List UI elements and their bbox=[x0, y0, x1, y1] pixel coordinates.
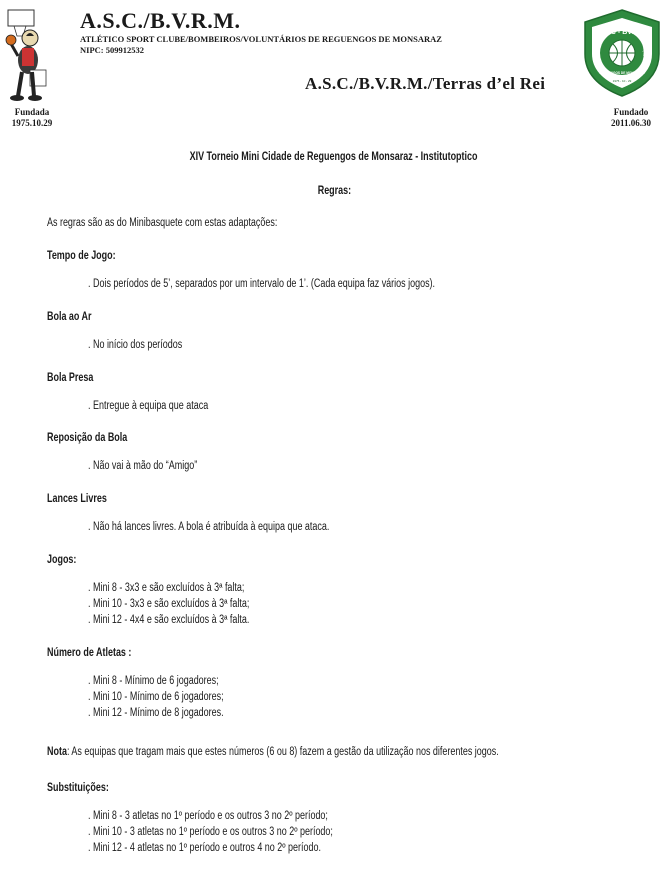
list-item: . Dois períodos de 5’, separados por um intervalo de 1’. (Cada equipa faz vários jogos). bbox=[88, 278, 436, 290]
rules-heading: Regras: bbox=[317, 185, 351, 197]
org-title: A.S.C./B.V.R.M. bbox=[80, 8, 241, 33]
section-heading: Tempo de Jogo: bbox=[47, 250, 116, 262]
list-item: . Entregue à equipa que ataca bbox=[88, 400, 209, 412]
founded-left-label: Fundada bbox=[14, 107, 50, 117]
badge-year: 1975 - 10 - 29 bbox=[612, 79, 632, 83]
list-item: . Mini 10 - 3x3 e são excluídos à 3ª falta; bbox=[88, 598, 250, 610]
section-heading: Número de Atletas : bbox=[47, 647, 132, 659]
list-item: . Mini 10 - 3 atletas no 1º período e os outros 3 no 2º período; bbox=[88, 826, 333, 838]
club-mascot-logo bbox=[4, 8, 54, 108]
intro-text: As regras são as do Minibasquete com estas adaptações: bbox=[47, 217, 278, 229]
list-item: . Não vai à mão do “Amigo” bbox=[88, 460, 198, 472]
list-item: . Mini 8 - 3x3 e são excluídos à 3ª falta; bbox=[88, 582, 245, 594]
note-paragraph bbox=[47, 746, 499, 758]
founded-right-date: 2011.06.30 bbox=[610, 118, 651, 128]
badge-text-bottom: REGUENGOS DE MONSARAZ bbox=[599, 71, 645, 75]
note-label: Nota bbox=[47, 746, 67, 758]
list-item: . Mini 8 - Mínimo de 6 jogadores; bbox=[88, 675, 219, 687]
list-item: . Mini 12 - 4x4 e são excluídos à 3ª falta. bbox=[88, 614, 250, 626]
list-item: . Mini 12 - Mínimo de 8 jogadores. bbox=[88, 707, 224, 719]
badge-text-side: BASQUETEBOL bbox=[642, 43, 646, 67]
list-item: . Mini 10 - Mínimo de 6 jogadores; bbox=[88, 691, 224, 703]
section-heading: Reposição da Bola bbox=[47, 432, 128, 444]
document-title: XIV Torneio Mini Cidade de Reguengos de Monsaraz - Institutoptico bbox=[190, 151, 478, 163]
list-item: . Não há lances livres. A bola é atribuída à equipa que ataca. bbox=[88, 521, 330, 533]
section-heading: Substituições: bbox=[47, 782, 109, 794]
founded-right bbox=[596, 107, 666, 129]
founded-left bbox=[2, 107, 62, 129]
badge-text-top: ASC - BVRM bbox=[601, 29, 643, 36]
list-item: . No início dos períodos bbox=[88, 339, 183, 351]
list-item: . Mini 12 - 4 atletas no 1º período e outros 4 no 2º período. bbox=[88, 842, 321, 854]
section-heading: Bola ao Ar bbox=[47, 311, 92, 323]
founded-left-date: 1975.10.29 bbox=[11, 118, 53, 128]
section-heading: Jogos: bbox=[47, 554, 77, 566]
org-subtitle: A.S.C./B.V.R.M./Terras d’el Rei bbox=[305, 74, 546, 93]
founded-right-label: Fundado bbox=[613, 107, 649, 117]
asc-bvrm-badge-logo bbox=[581, 8, 663, 98]
section-heading: Lances Livres bbox=[47, 493, 107, 505]
org-nipc: NIPC: 509912532 bbox=[80, 45, 144, 55]
section-heading: Bola Presa bbox=[47, 372, 94, 384]
org-fullname: ATLÉTICO SPORT CLUBE/BOMBEIROS/VOLUNTÁRIOS DE REGUENGOS DE MONSARAZ bbox=[80, 34, 442, 44]
note-text: : As equipas que tragam mais que estes números (6 ou 8) fazem a gestão da utilização nos diferentes jogos. bbox=[66, 746, 499, 758]
list-item: . Mini 8 - 3 atletas no 1º período e os outros 3 no 2º período; bbox=[88, 810, 328, 822]
